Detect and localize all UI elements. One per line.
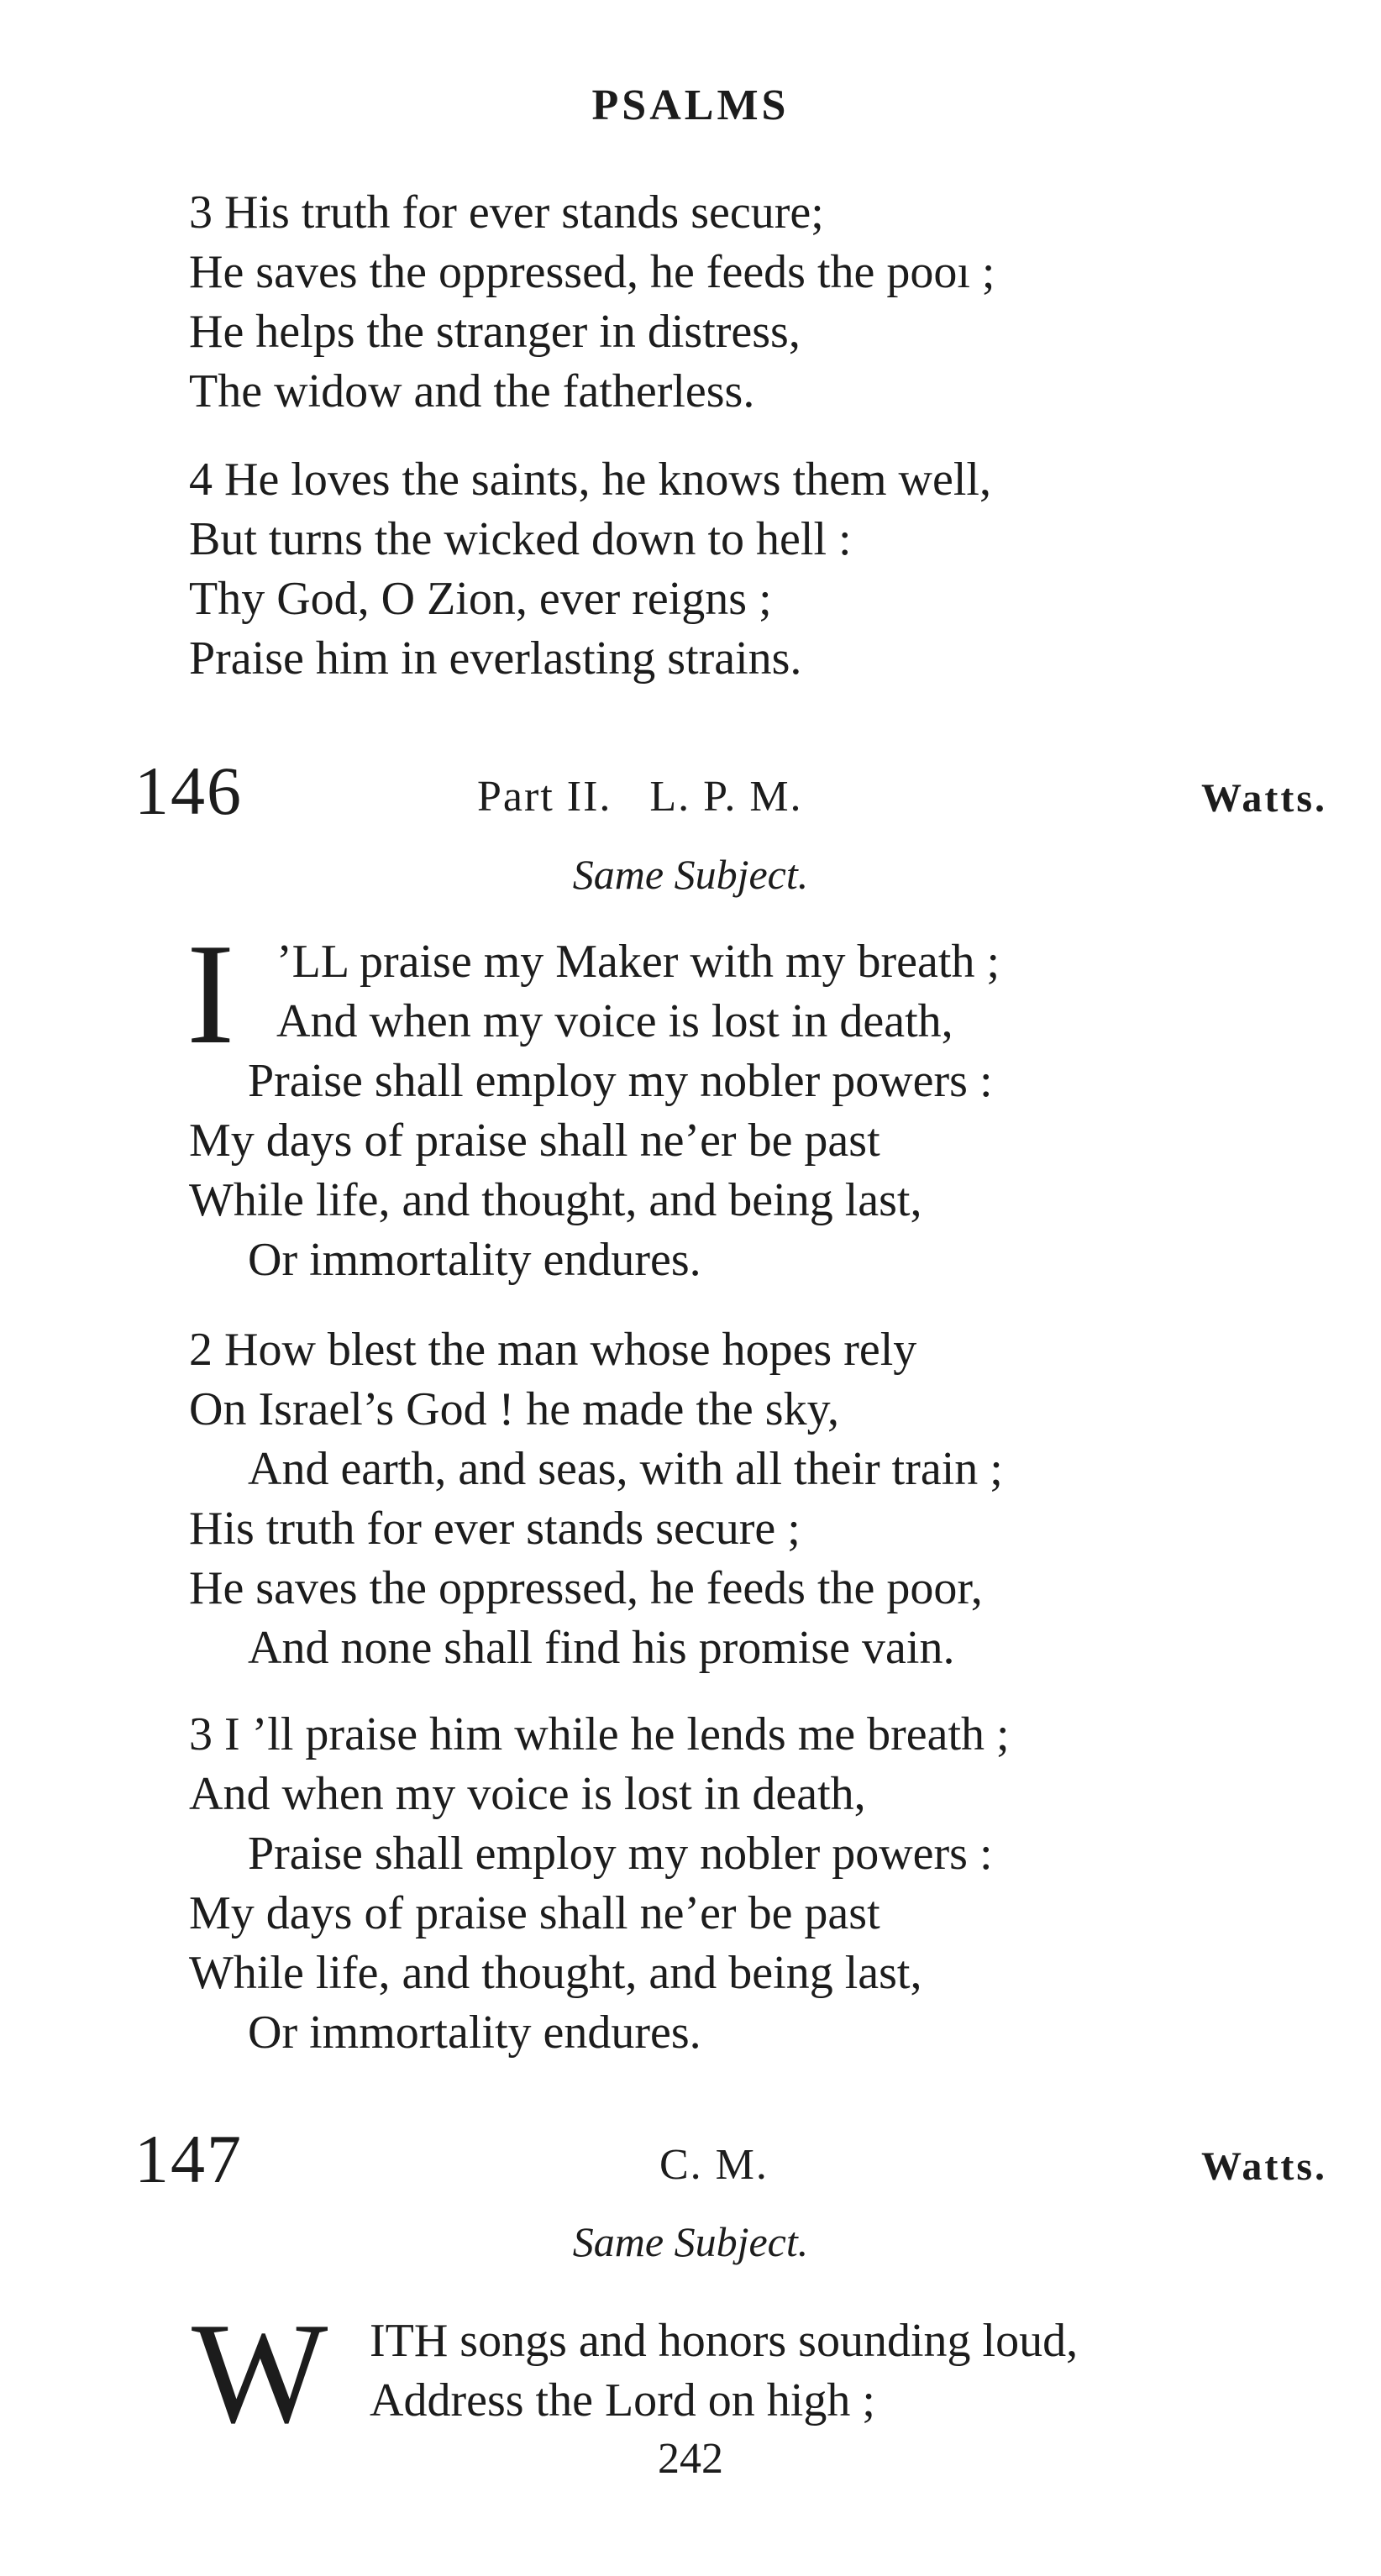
hymn-146-heading xyxy=(134,750,1327,829)
verse-line: And when my voice is lost in death, xyxy=(189,1768,866,1820)
hymn-147-heading xyxy=(134,2118,1327,2197)
hymn-147-subject: Same Subject. xyxy=(572,2218,809,2265)
hymn-146-subject: Same Subject. xyxy=(572,851,809,898)
stanza-prev-4 xyxy=(189,450,1315,689)
verse-line: But turns the wicked down to hell : xyxy=(189,513,852,565)
verse-line: My days of praise shall ne’er be past xyxy=(189,1115,880,1167)
verse-line: While life, and thought, and being last, xyxy=(189,1947,922,1999)
hymn-number: 147 xyxy=(134,2121,243,2197)
hymn-147-stanza-1 xyxy=(189,2311,1315,2431)
running-head: PSALMS xyxy=(591,81,790,129)
hymn-146-stanza-2 xyxy=(189,1320,1315,1678)
verse-line: Address the Lord on high ; xyxy=(370,2374,875,2426)
verse-line: On Israel’s God ! he made the sky, xyxy=(189,1383,839,1435)
verse-line: 2 How blest the man whose hopes rely xyxy=(189,1324,917,1376)
verse-line: ITH songs and honors sounding loud, xyxy=(370,2315,1079,2367)
verse-line: Praise shall employ my nobler powers : xyxy=(248,1055,993,1107)
hymn-number: 146 xyxy=(134,753,243,829)
verse-line: And none shall find his promise vain. xyxy=(248,1622,955,1674)
hymn-author: Watts. xyxy=(1201,776,1327,821)
page-number: 242 xyxy=(658,2435,723,2483)
verse-line: Praise him in everlasting strains. xyxy=(189,632,802,685)
verse-line: He helps the stranger in distress, xyxy=(189,306,801,358)
verse-line: Or immortality endures. xyxy=(248,2007,701,2059)
stanza-prev-3 xyxy=(189,183,1315,422)
verse-line: And earth, and seas, with all their train ; xyxy=(248,1443,1003,1495)
verse-line: And when my voice is lost in death, xyxy=(276,995,953,1047)
verse-line: Thy God, O Zion, ever reigns ; xyxy=(189,573,772,625)
verse-line: His truth for ever stands secure ; xyxy=(189,1503,801,1555)
verse-line: Or immortality endures. xyxy=(248,1234,701,1286)
verse-line: 4 He loves the saints, he knows them well, xyxy=(189,454,991,506)
drop-cap: I xyxy=(186,915,235,1074)
verse-line: Praise shall employ my nobler powers : xyxy=(248,1828,993,1880)
verse-line: He saves the oppressed, he feeds the poor, xyxy=(189,1562,983,1614)
hymn-author: Watts. xyxy=(1201,2144,1327,2189)
verse-line: 3 His truth for ever stands secure; xyxy=(189,186,824,239)
verse-line: ’LL praise my Maker with my breath ; xyxy=(276,936,1000,988)
hymn-146-stanza-1 xyxy=(189,932,1315,1290)
hymn-meter: C. M. xyxy=(659,2141,769,2189)
verse-line: While life, and thought, and being last, xyxy=(189,1174,922,1226)
verse-line: He saves the oppressed, he feeds the pooı ; xyxy=(189,246,995,298)
hymn-meter: Part II. L. P. M. xyxy=(477,773,803,821)
hymn-146-stanza-3 xyxy=(189,1705,1315,2063)
verse-line: The widow and the fatherless. xyxy=(189,365,755,417)
drop-cap: W xyxy=(192,2294,328,2453)
verse-line: 3 I ’ll praise him while he lends me breath ; xyxy=(189,1708,1010,1760)
verse-line: My days of praise shall ne’er be past xyxy=(189,1887,880,1939)
